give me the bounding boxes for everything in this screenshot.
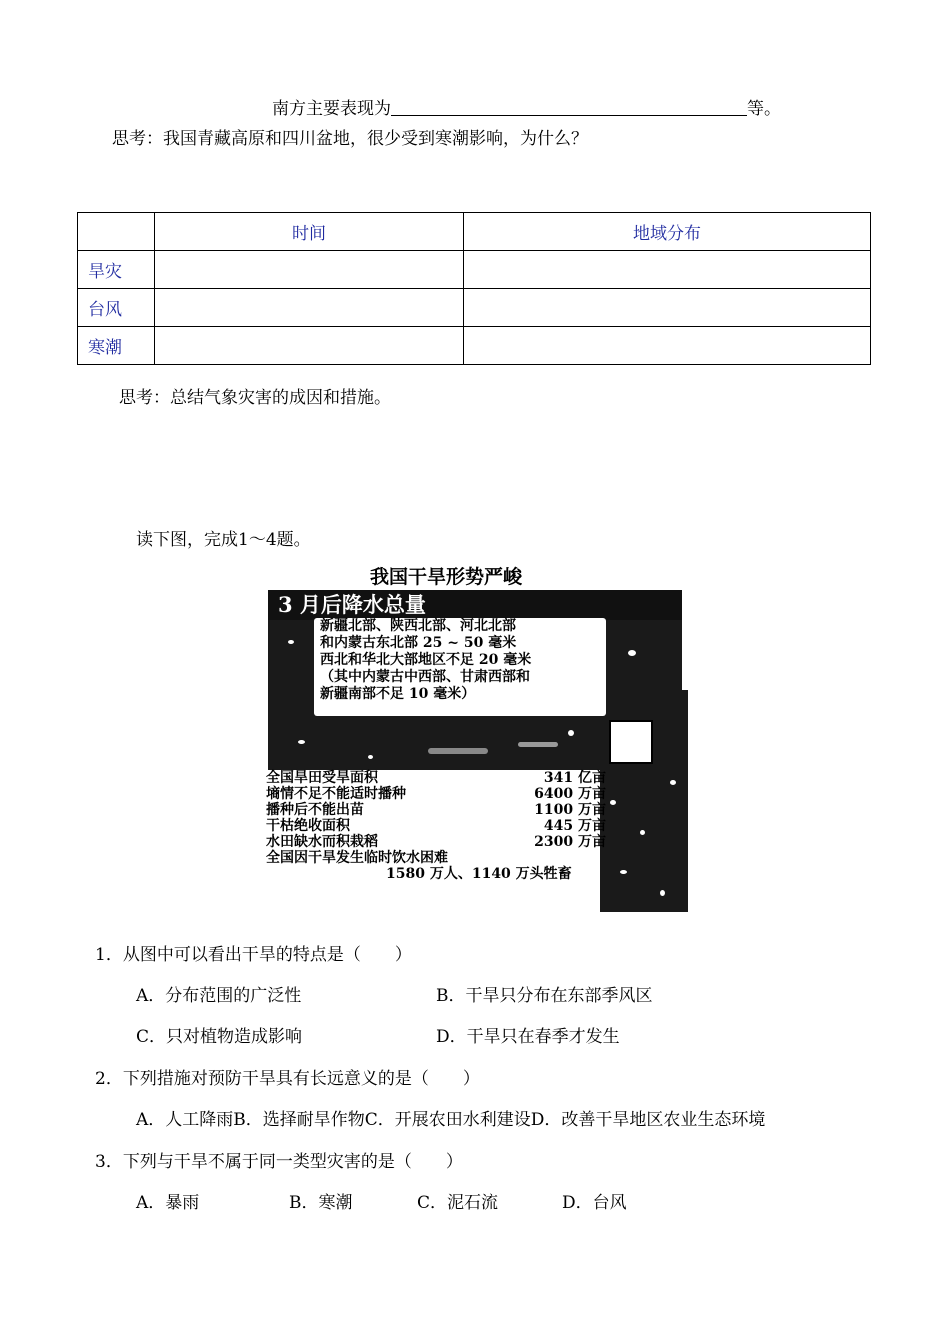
box-line: 新疆北部、陕西北部、河北北部 <box>320 618 516 634</box>
q3-option-a[interactable]: A．暴雨 <box>136 1193 200 1213</box>
q1-option-c[interactable]: C．只对植物造成影响 <box>136 1027 303 1047</box>
figure-banner: 3 月后降水总量 <box>268 590 682 620</box>
question-3-stem: 3．下列与干旱不属于同一类型灾害的是（ ） <box>95 1152 463 1172</box>
stat-label: 1580 万人、1140 万头牲畜 <box>386 866 572 882</box>
q2-option-d[interactable]: D．改善干旱地区农业生态环境 <box>530 1110 766 1130</box>
table-row <box>78 327 871 365</box>
q3-option-c[interactable]: C．泥石流 <box>417 1193 499 1213</box>
table-header-region: 地域分布 <box>464 213 871 251</box>
table-header-row <box>78 213 871 251</box>
stat-label: 全国因干旱发生临时饮水困难 <box>266 850 448 866</box>
q2-option-b[interactable]: B．选择耐旱作物 <box>233 1110 365 1130</box>
cell-region-input[interactable] <box>464 251 871 289</box>
table-header-blank <box>78 213 155 251</box>
stat-row <box>266 850 606 866</box>
top-line <box>272 94 781 119</box>
q3-option-d[interactable]: D．台风 <box>562 1193 627 1213</box>
disaster-table <box>77 212 871 365</box>
think-question-2: 思考：总结气象灾害的成因和措施。 <box>119 388 391 408</box>
precipitation-box <box>314 618 606 716</box>
answer-blank[interactable] <box>391 97 747 116</box>
q1-option-d[interactable]: D．干旱只在春季才发生 <box>436 1027 620 1047</box>
stat-label: 水田缺水而积栽稻 <box>266 834 378 850</box>
top-line-suffix: 等。 <box>747 99 781 119</box>
stat-row <box>266 834 606 850</box>
stat-label: 全国旱田受旱面积 <box>266 770 378 786</box>
top-line-prefix: 南方主要表现为 <box>272 99 391 119</box>
q1-option-b[interactable]: B．干旱只分布在东部季风区 <box>436 986 653 1006</box>
stat-value: 445 万亩 <box>543 818 606 834</box>
think-question-1: 思考：我国青藏高原和四川盆地，很少受到寒潮影响，为什么？ <box>112 129 588 149</box>
stat-value: 341 亿亩 <box>543 770 606 786</box>
table-row <box>78 251 871 289</box>
stat-value: 6400 万亩 <box>534 786 606 802</box>
stat-row <box>266 786 606 802</box>
cell-time-input[interactable] <box>155 251 464 289</box>
box-line: （其中内蒙古中西部、甘肃西部和 <box>320 669 530 685</box>
reading-instruction: 读下图，完成1～4题。 <box>136 530 311 550</box>
drought-stats <box>266 770 606 882</box>
figure-title: 我国干旱形势严峻 <box>370 566 523 588</box>
south-china-sea-inset <box>609 720 653 764</box>
stat-value: 1100 万亩 <box>534 802 606 818</box>
box-line: 和内蒙古东北部 25 ~ 50 毫米 <box>320 635 517 651</box>
drought-figure <box>262 560 688 912</box>
table-row <box>78 289 871 327</box>
q3-option-b[interactable]: B．寒潮 <box>289 1193 353 1213</box>
stat-label: 干枯绝收面积 <box>266 818 350 834</box>
cell-region-input[interactable] <box>464 327 871 365</box>
box-line: 西北和华北大部地区不足 20 毫米 <box>320 652 532 668</box>
q1-option-a[interactable]: A．分布范围的广泛性 <box>136 986 302 1006</box>
q2-option-a[interactable]: A．人工降雨 <box>136 1110 234 1130</box>
q2-options-line <box>136 1105 765 1130</box>
stat-row <box>266 770 606 786</box>
stat-label: 墒情不足不能适时播种 <box>266 786 406 802</box>
question-2-stem: 2．下列措施对预防干旱具有长远意义的是（ ） <box>95 1069 480 1089</box>
question-1-stem: 1．从图中可以看出干旱的特点是（ ） <box>95 945 412 965</box>
row-label-drought: 旱灾 <box>78 251 155 289</box>
table-header-time: 时间 <box>155 213 464 251</box>
stat-row <box>266 866 606 882</box>
stat-row <box>266 802 606 818</box>
stat-row <box>266 818 606 834</box>
row-label-typhoon: 台风 <box>78 289 155 327</box>
stat-value: 2300 万亩 <box>534 834 606 850</box>
cell-time-input[interactable] <box>155 327 464 365</box>
cell-region-input[interactable] <box>464 289 871 327</box>
row-label-cold-wave: 寒潮 <box>78 327 155 365</box>
stat-label: 播种后不能出苗 <box>266 802 364 818</box>
cell-time-input[interactable] <box>155 289 464 327</box>
box-line: 新疆南部不足 10 毫米） <box>320 686 476 702</box>
q2-option-c[interactable]: C．开展农田水利建设 <box>364 1110 531 1130</box>
